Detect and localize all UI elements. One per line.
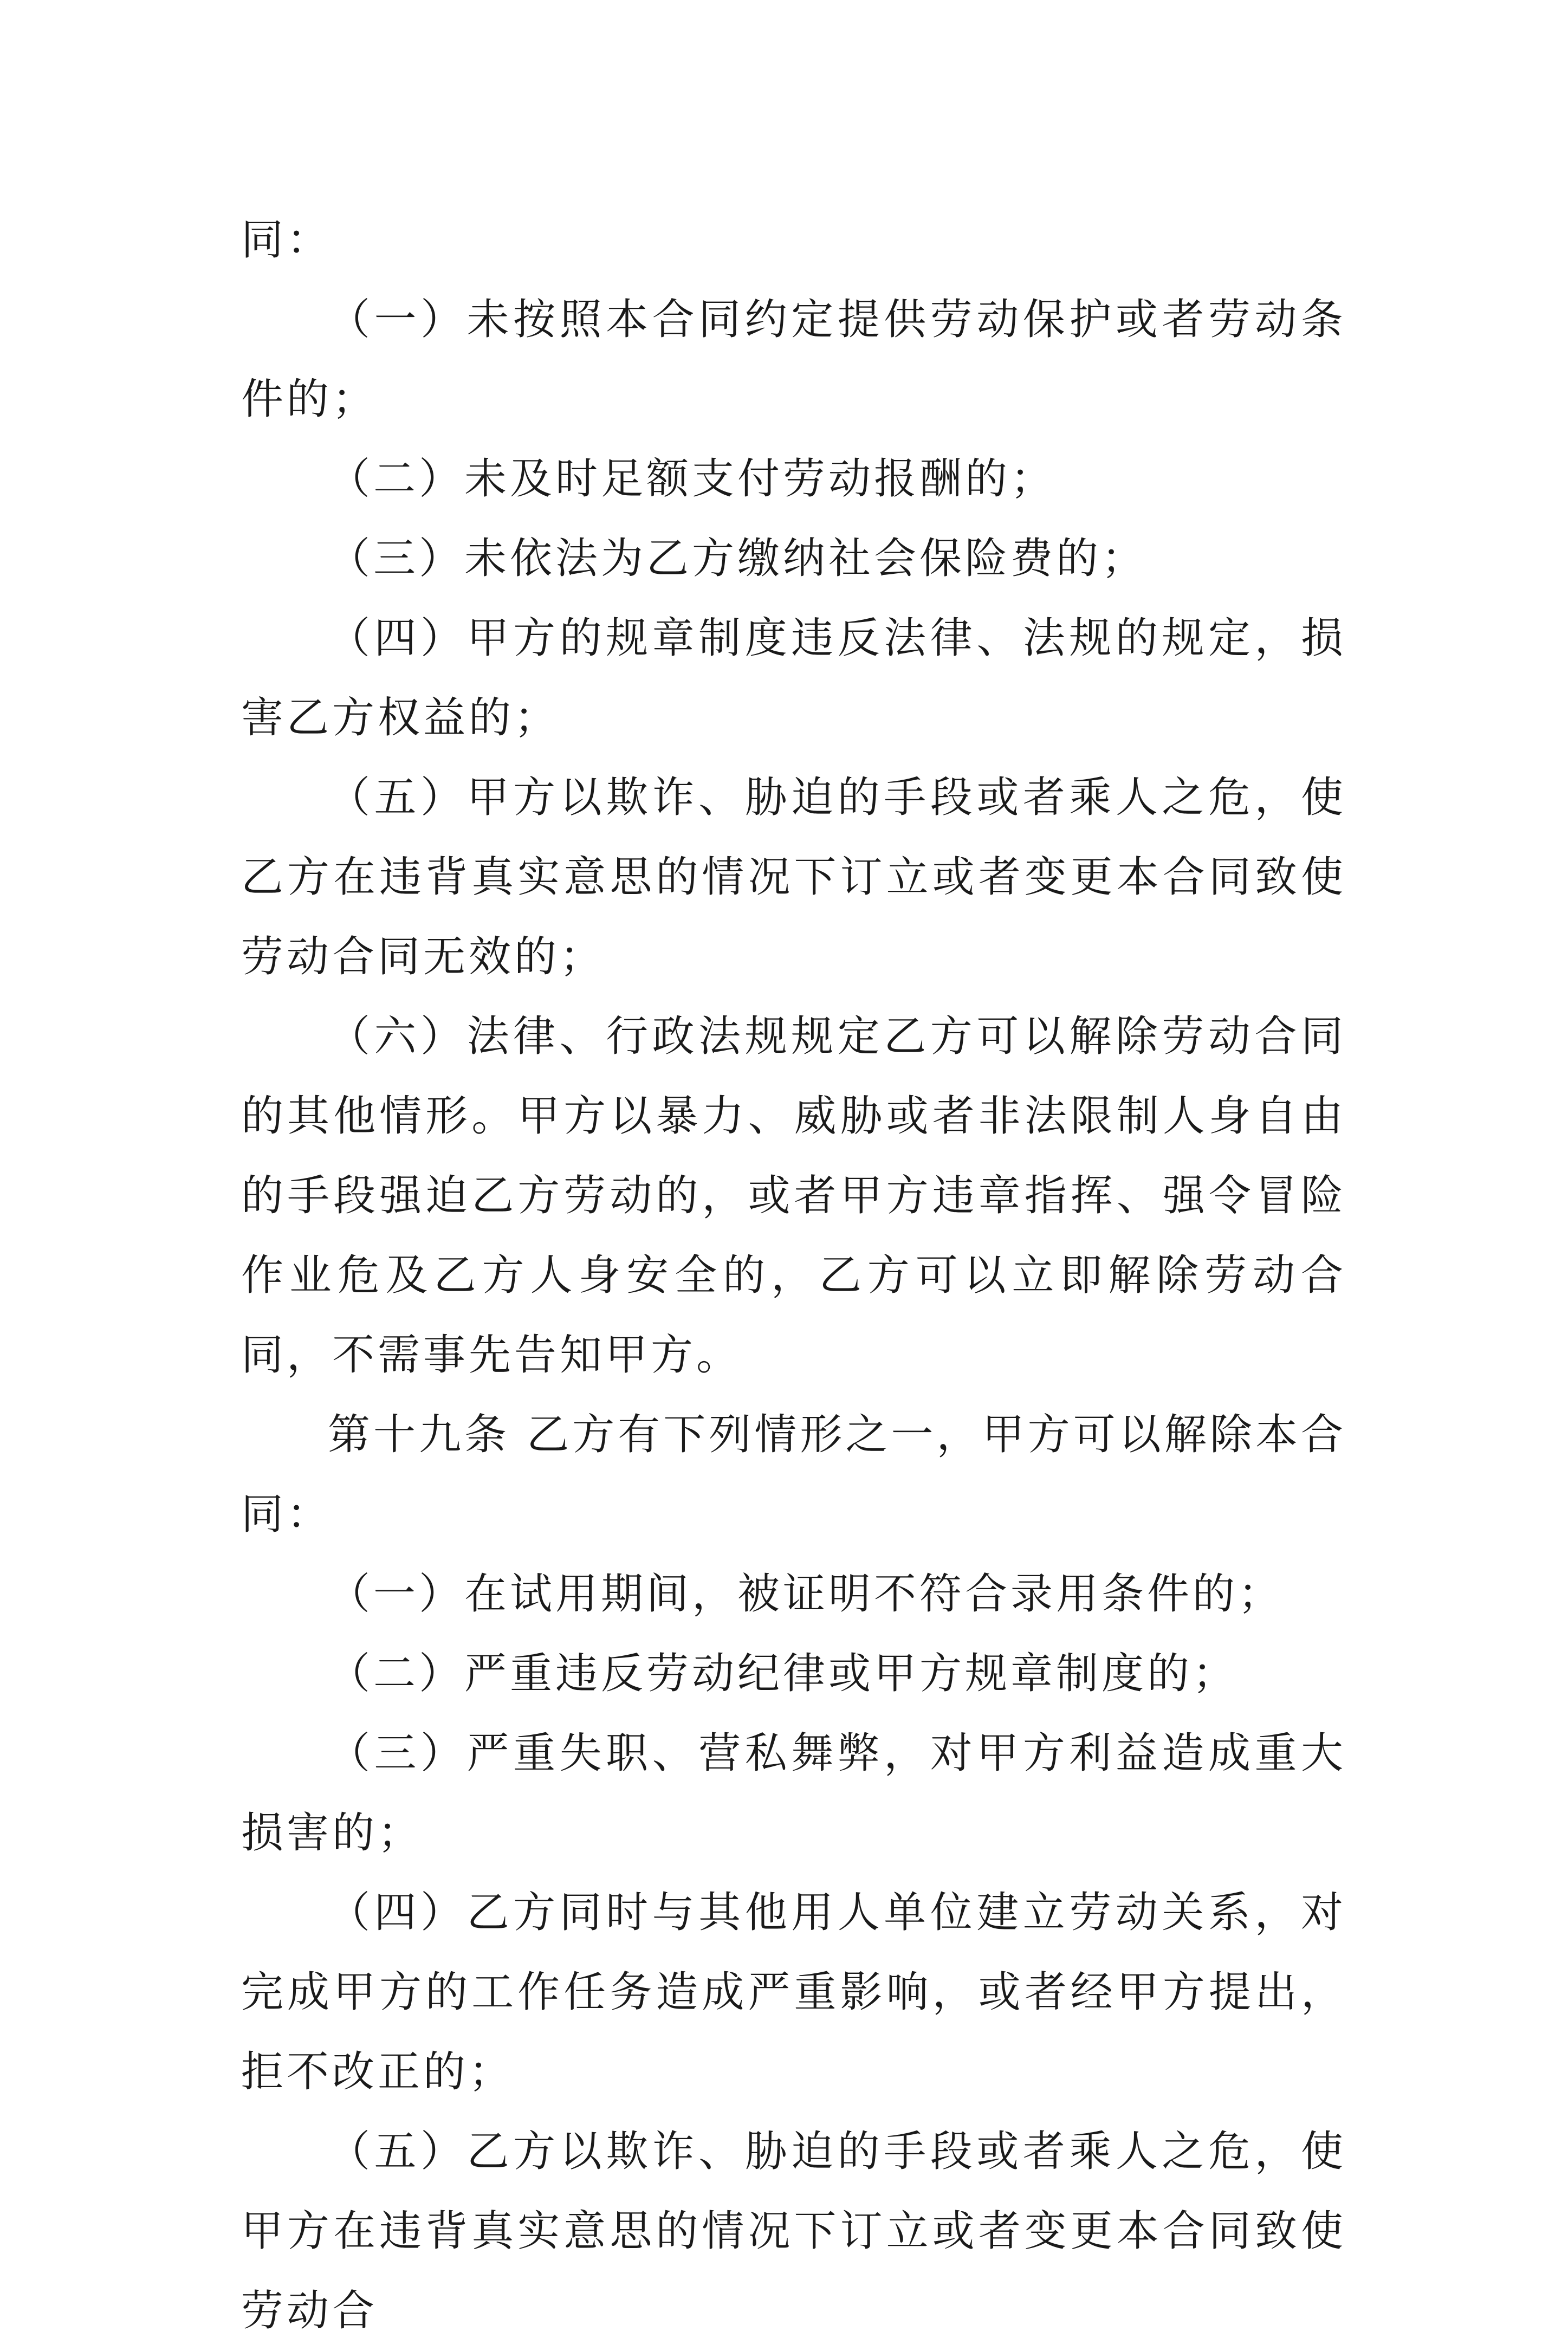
paragraph-item-6: （六）法律、行政法规规定乙方可以解除劳动合同的其他情形。甲方以暴力、威胁或者非法限制人身自由的手段强迫乙方劳动的，或者甲方违章指挥、强令冒险作业危及乙方人身安全的，乙方可以立即解除劳动合同，不需事先告知甲方。 xyxy=(241,1012,1346,1379)
article-19-heading: 第十九条 乙方有下列情形之一，甲方可以解除本合同： xyxy=(241,1410,1346,1539)
article-19-item-5: （五）乙方以欺诈、胁迫的手段或者乘人之危，使甲方在违背真实意思的情况下订立或者变更本合同致使劳动合 xyxy=(241,2127,1346,2335)
paragraph-item-4: （四）甲方的规章制度违反法律、法规的规定，损害乙方权益的； xyxy=(241,614,1346,742)
paragraph-item-2: （二）未及时足额支付劳动报酬的； xyxy=(328,455,1057,503)
article-19-item-2: （二）严重违反劳动纪律或甲方规章制度的； xyxy=(328,1649,1239,1698)
document-page xyxy=(241,200,1346,2351)
article-19-item-4: （四）乙方同时与其他用人单位建立劳动关系，对完成甲方的工作任务造成严重影响，或者经甲方提出，拒不改正的； xyxy=(241,1888,1346,2096)
article-19-item-1: （一）在试用期间，被证明不符合录用条件的； xyxy=(328,1570,1284,1618)
paragraph-item-5: （五）甲方以欺诈、胁迫的手段或者乘人之危，使乙方在违背真实意思的情况下订立或者变更本合同致使劳动合同无效的； xyxy=(241,773,1346,981)
paragraph-continuation: 同： xyxy=(241,216,333,264)
article-19-item-3: （三）严重失职、营私舞弊，对甲方利益造成重大损害的； xyxy=(241,1729,1346,1857)
paragraph-item-3: （三）未依法为乙方缴纳社会保险费的； xyxy=(328,534,1148,583)
paragraph-item-1: （一）未按照本合同约定提供劳动保护或者劳动条件的； xyxy=(241,295,1346,424)
